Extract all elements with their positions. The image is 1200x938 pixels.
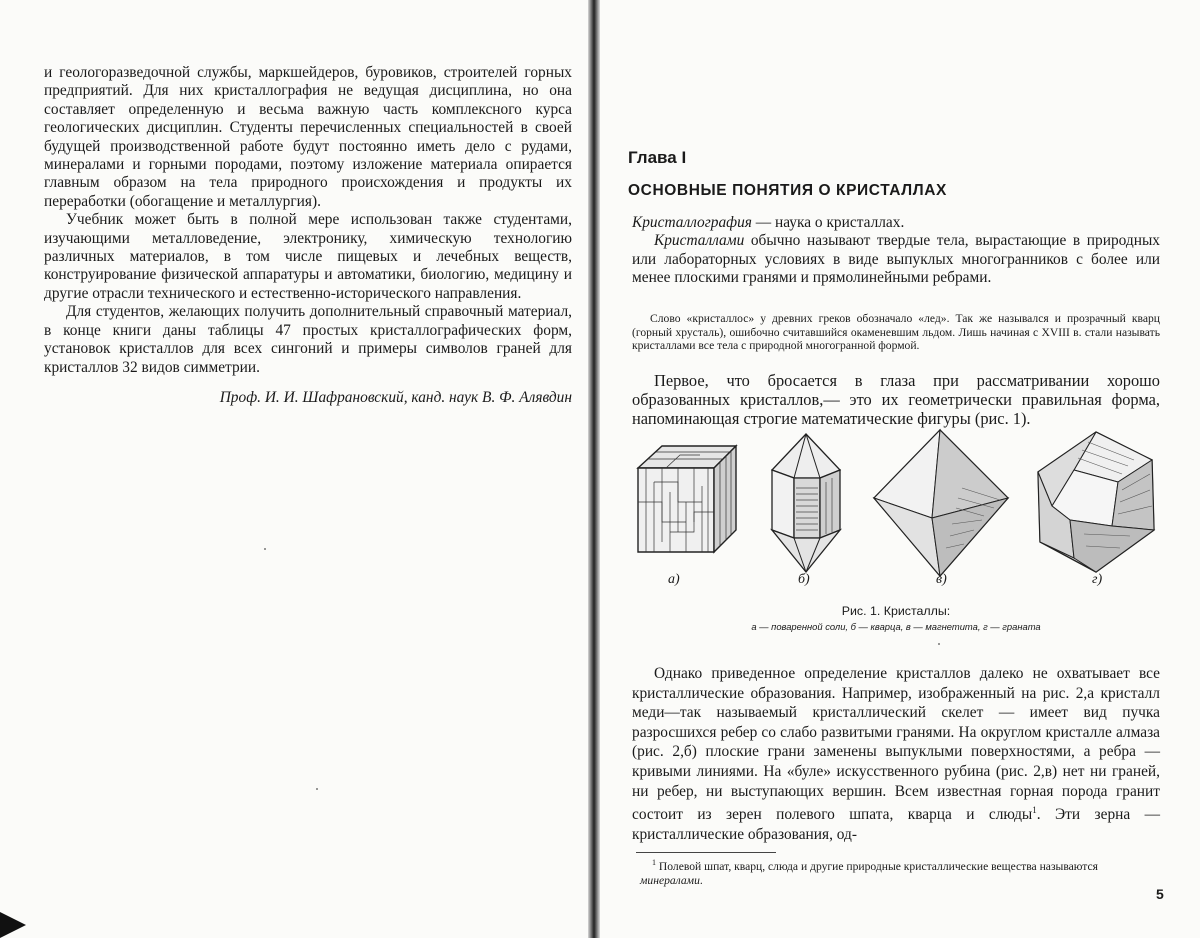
etymology-note: Слово «кристаллос» у древних греков обозначало «лед». Так же назывался и прозрачный кварц (горный хрусталь), ошибочно считавшийся окаменевшим льдом. Лишь начиная с XVIII в. стали называть кристаллами все тела с природной многогранной формой. xyxy=(632,312,1160,353)
figure-legend: а — поваренной соли, б — кварца, в — магнетита, г — граната xyxy=(751,621,1041,632)
figure-caption: Рис. 1. Кристаллы: xyxy=(841,604,951,618)
authors-signature: Проф. И. И. Шафрановский, канд. наук В. Ф. Алявдин xyxy=(219,388,572,406)
footnote-divider xyxy=(636,852,776,853)
figure-label-b: б) xyxy=(798,572,810,587)
garnet-dodecahedron-crystal-icon xyxy=(1034,430,1158,574)
magnetite-octahedron-crystal-icon xyxy=(872,428,1010,578)
figure-label-c: в) xyxy=(936,572,947,587)
footnote-ref: 1 xyxy=(1032,805,1037,816)
salt-cube-crystal-icon xyxy=(636,442,740,554)
figure-label-a: а) xyxy=(668,572,680,587)
footnote: $^1$ Полевой шпат, кварц, слюда и другие природные кристаллические вещества называются минералами. xyxy=(640,858,1098,888)
term-crystallography: Кристаллография xyxy=(632,214,752,231)
quartz-prism-crystal-icon xyxy=(768,432,844,574)
page-number: 5 xyxy=(1156,886,1164,902)
page-corner-arrow-icon xyxy=(0,912,26,938)
chapter-number: Глава I xyxy=(628,148,687,167)
term-crystals: Кристаллами xyxy=(654,232,745,250)
definitions-block xyxy=(632,214,1160,288)
book-spine xyxy=(588,0,600,938)
scan-speck xyxy=(316,788,318,790)
scan-speck xyxy=(938,643,940,645)
scan-speck xyxy=(264,548,266,550)
left-page-text xyxy=(44,64,572,407)
paragraph: и геологоразведочной службы, маркшейдеров, буровиков, строителей горных предприятий. Для них кристаллография не ведущая дисциплина, но она составляет определенную и весьма важную часть комплексного курса геологических дисциплин. Студенты перечисленных специальностей в своей будущей производственной работе будут постоянно иметь дело с рудами, минералами и горными породами, поэтому изложение материала опирается главным образом на тела природного происхождения и продукты их переработки (обогащение и металлургия). xyxy=(44,64,572,210)
definition-paragraph: Кристаллография — наука о кристаллах. xyxy=(632,214,905,231)
figure-label-d: г) xyxy=(1092,572,1103,587)
body-paragraph: Однако приведенное определение кристаллов далеко не охватывает все кристаллические образования. Например, изображенный на рис. 2,а кристалл меди—так называемый кристаллический скелет — имеет вид пучка разросшихся ребер со слабо развитыми гранями. На округлом кристалле алмаза (рис. 2,б) плоские грани заменены выпуклыми поверхностями, а ребра — кривыми линиями. На «буле» искусственного рубина (рис. 2,в) нет ни граней, ни ребер, ни выступающих вершин. Всем известная горная порода гранит состоит из зерен полевого шпата, кварца и слюды$^1$. Эти зерна — кристаллические образования, од- xyxy=(632,665,1160,843)
first-impression-paragraph: Первое, что бросается в глаза при рассматривании хорошо образованных кристаллов,— это их геометрически правильная форма, напоминающая строгие математические фигуры (рис. 1). xyxy=(632,371,1160,428)
paragraph: Учебник может быть в полной мере использован также студентами, изучающими металловедение, электронику, химическую технологию различных материалов, в том числе пищевых и лечебных веществ, конструирование физической аппаратуры и автоматики, биологию, медицину и другие отрасли технического и естественно-исторического направления. xyxy=(44,211,572,302)
figure-crystals xyxy=(632,428,1160,598)
chapter-title: ОСНОВНЫЕ ПОНЯТИЯ О КРИСТАЛЛАХ xyxy=(628,182,947,199)
paragraph: Для студентов, желающих получить дополнительный справочный материал, в конце книги даны таблицы 47 простых кристаллографических форм, установок кристаллов для всех сингоний и примеры символов граней для кристаллов 32 видов симметрии. xyxy=(44,303,572,376)
crystals-paragraph: Кристаллами обычно называют твердые тела, вырастающие в природных или лабораторных условиях в виде выпуклых многогранников с более или менее плоскими гранями и прямолинейными ребрами. xyxy=(632,232,1160,287)
